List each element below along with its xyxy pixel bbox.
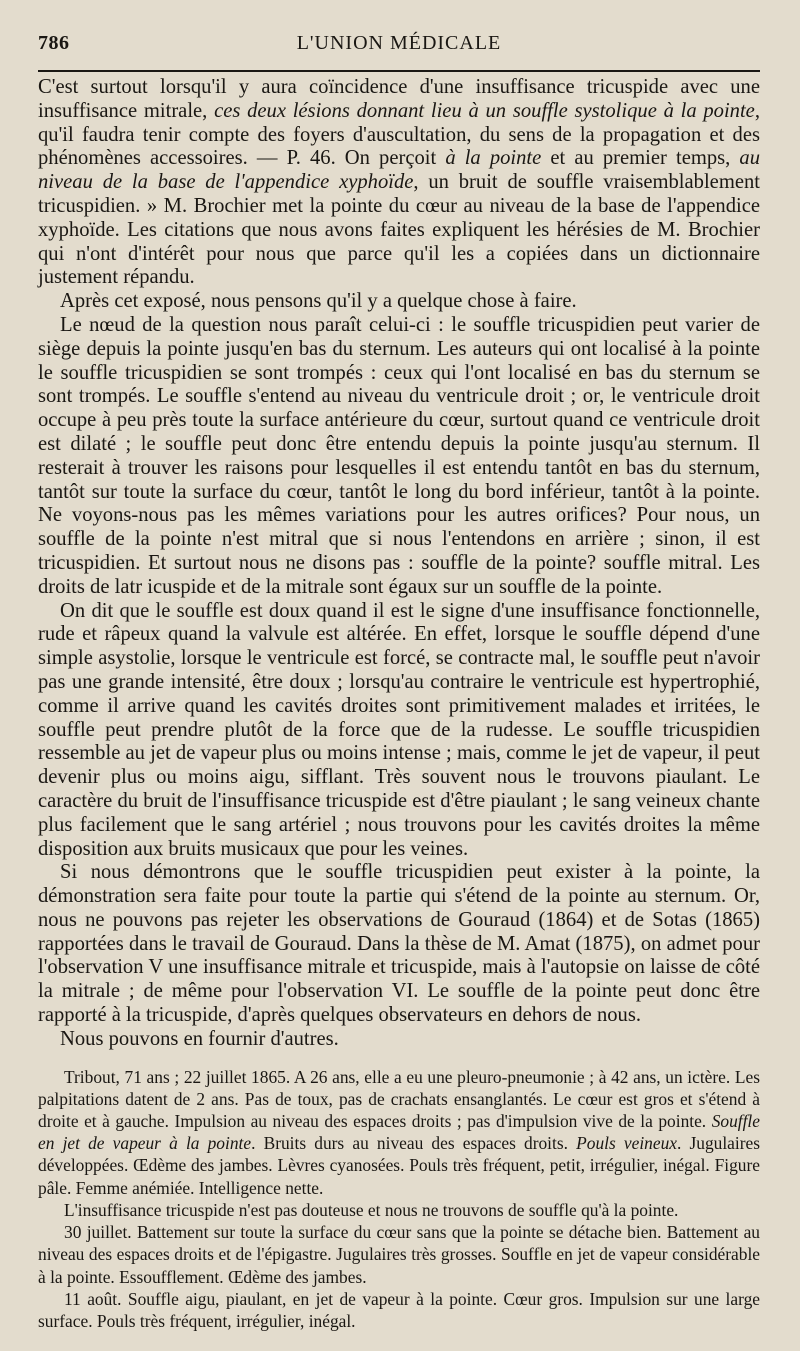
note-n4 xyxy=(38,1288,760,1332)
italic-text: au niveau de la base de l'appendice xyphoïde xyxy=(38,147,760,194)
text-run: Après cet exposé, nous pensons qu'il y a quelque chose à faire. xyxy=(60,290,577,313)
header-rule xyxy=(38,70,760,72)
text-run: . Jugulaires développées. Œdème des jambes. Lèvres cyanosées. Pouls très fréquent, petit, irrégulier, inégal. Figure pâle. Femme anémiée. Intelligence nette. xyxy=(38,1133,760,1198)
text-run: Le nœud de la question nous paraît celui-ci : le souffle tricuspidien peut varier de siège depuis la pointe jusqu'en bas du sternum. Les auteurs qui ont localisé à la pointe le souffle tricuspidien se sont trompés : ceux qui l'ont localisé en bas du sternum se sont trompés. Le souffle s'entend au niveau du ventricule droit ; or, le ventricule droit occupe à peu près toute la surface antérieure du cœur, surtout quand ce ventricule droit est dilaté ; le souffle peut donc être entendu depuis la pointe jusqu'au sternum. Il resterait à trouver les raisons pour lesquelles il est entendu tantôt en bas du sternum, tantôt sur toute la surface du cœur, tantôt le long du bord inférieur, tantôt à la pointe. Ne voyons-nous pas les mêmes variations pour les autres orifices? Pour nous, un souffle de la pointe n'est mitral que si nous l'entendons en arrière ; sinon, il est tricuspidien. Et surtout nous ne disons pas : souffle de la pointe? souffle mitral. Les droits de latr icuspide et de la mitrale sont égaux sur un souffle de la pointe. xyxy=(38,313,760,598)
section-spacer xyxy=(38,1052,760,1066)
running-head: L'UNION MÉDICALE xyxy=(296,32,502,54)
paragraph-p5 xyxy=(38,861,760,1028)
text-run: 30 juillet. Battement sur toute la surface du cœur sans que la pointe se détache bien. Battement au niveau des espaces droits et de l'épigastre. Jugulaires très grosses. Souffle en jet de vapeur considérable à la pointe. Essoufflement. Œdème des jambes. xyxy=(38,1222,760,1287)
text-run: . Bruits durs au niveau des espaces droits. xyxy=(251,1133,577,1154)
main-text xyxy=(38,76,760,1052)
text-run: Si nous démontrons que le souffle tricuspidien peut exister à la pointe, la démonstration sera faite pour toute la partie qui s'étend de la pointe au sternum. Or, nous ne pouvons pas rejeter les observations de Gouraud (1864) et de Sotas (1865) rapportées dans le travail de Gouraud. Dans la thèse de M. Amat (1875), on admet pour l'observation V une insuffisance mitrale et tricuspide, mais à l'autopsie on laisse de côté la mitrale ; de même pour l'observation VI. Le souffle de la pointe peut donc être rapporté à la tricuspide, d'après quelques observateurs en dehors de nous. xyxy=(38,861,760,1027)
italic-text: ces deux lésions donnant lieu à un souffle systolique à la pointe xyxy=(214,99,755,122)
paragraph-p1 xyxy=(38,76,760,290)
paragraph-p6 xyxy=(38,1028,760,1052)
text-run: et au premier temps, xyxy=(541,147,740,170)
note-n3 xyxy=(38,1221,760,1288)
text-run: , un bruit de souffle vraisemblablement tricuspidien. » M. Brochier met la pointe du cœur au niveau de la base de l'appendice xyphoïde. Les citations que nous avons faites expliquent les hérésies de M. Brochier qui n'ont d'intérêt pour nous que parce qu'il les a copiées dans un dictionnaire justement répandu. xyxy=(38,171,760,289)
text-run: Tribout, 71 ans ; 22 juillet 1865. A 26 ans, elle a eu une pleuro-pneumonie ; à 42 ans, un ictère. Les palpitations datent de 2 ans. Pas de toux, pas de crachats ensanglantés. Le cœur est gros et s'étend à droite et à gauche. Impulsion au niveau des espaces droits ; pas d'impulsion vive de la pointe. xyxy=(38,1066,760,1132)
note-n1 xyxy=(38,1066,760,1199)
text-run: Nous pouvons en fournir d'autres. xyxy=(60,1027,339,1050)
text-run: , qu'il faudra tenir compte des foyers d'auscultation, du sens de la propagation et des phénomènes accessoires. — P. 46. On perçoit xyxy=(38,99,760,170)
text-run: C'est surtout lorsqu'il y aura coïncidence d'une insuffisance tricuspide avec une insuffisance mitrale, xyxy=(38,76,760,122)
italic-text: Souffle en jet de vapeur à la pointe xyxy=(38,1111,760,1154)
text-run: On dit que le souffle est doux quand il est le signe d'une insuffisance fonctionnelle, rude et râpeux quand la valvule est altérée. En effet, lorsque le souffle dépend d'une simple asystolie, lorsque le ventricule est forcé, se contracte mal, le souffle peut n'avoir pas une grande intensité, être doux ; lorsqu'au contraire le ventricule est hypertrophié, comme il arrive quand les cavités droites sont primitivement malades et irritées, le souffle peut prendre plutôt de la force que de la rudesse. Le souffle tricuspidien ressemble au jet de vapeur plus ou moins intense ; mais, comme le jet de vapeur, il peut devenir plus ou moins aigu, sifflant. Très souvent nous le trouvons piaulant. Le caractère du bruit de l'insuffisance tricuspide est d'être piaulant ; le sang veineux chante plus facilement que le sang artériel ; nous trouvons pour les cavités droites la même disposition aux bruits musicaux que pour les veines. xyxy=(38,599,760,860)
page-number: 786 xyxy=(38,32,70,54)
text-run: L'insuffisance tricuspide n'est pas douteuse et nous ne trouvons de souffle qu'à la pointe. xyxy=(64,1199,679,1220)
note-n2 xyxy=(38,1199,760,1221)
paragraph-p2 xyxy=(38,290,760,314)
italic-text: Pouls veineux xyxy=(576,1133,677,1154)
paragraph-p4 xyxy=(38,600,760,862)
page-header xyxy=(38,24,760,58)
paragraph-p3 xyxy=(38,314,760,600)
italic-text: à la pointe xyxy=(445,147,542,170)
case-notes xyxy=(38,1066,760,1332)
text-run: 11 août. Souffle aigu, piaulant, en jet de vapeur à la pointe. Cœur gros. Impulsion sur une large surface. Pouls très fréquent, irrégulier, inégal. xyxy=(38,1288,760,1331)
